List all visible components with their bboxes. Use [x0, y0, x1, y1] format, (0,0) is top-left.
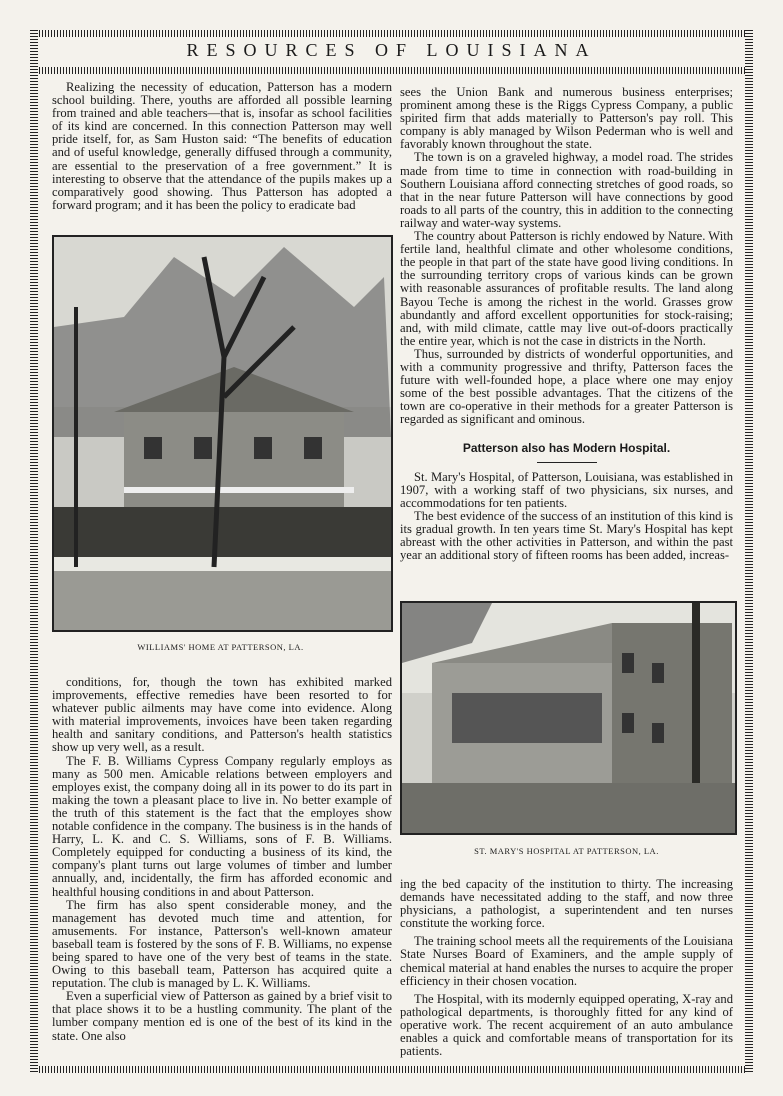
paragraph: Even a superficial view of Patterson as gained by a brief visit to that place shows it to be a hustling community. The plant of the lumber company mention ed is one of the best of its kind in the state. One also: [52, 989, 392, 1043]
paragraph: sees the Union Bank and numerous business enterprises; prominent among these is the Riggs Cypress Company, a public spirited firm that adds materially to Patterson's pay roll. This company is ably managed by Wilson Pederman who is well and favorably known throughout the state.: [400, 85, 733, 152]
photo-caption: ST. MARY'S HOSPITAL AT PATTERSON, LA.: [474, 846, 659, 856]
paragraph: The training school meets all the requirements of the Louisiana State Nurses Board of Examiners, and the ample supply of chemical material at hand enables the nurses to acquire the proper efficiency in their chosen vocation.: [400, 934, 733, 988]
paragraph: Thus, surrounded by districts of wonderful opportunities, and with a community progressive and thrifty, Patterson faces the future with well-founded hope, a place where one may enjoy some of the best possible advantages. That the citizens of the town are co-operative in their methods for a greater Patterson is regarded as significant and ominous.: [400, 346, 733, 427]
page-title: RESOURCES OF LOUISIANA: [186, 40, 597, 60]
paragraph: The F. B. Williams Cypress Company regularly employs as many as 500 men. Amicable relations between employers and employes exist, the company doing all in its power to do its part in making the town a pleasant place to live in. No better example of the truth of this statement is the fact that the employes show notable confidence in the company. The business is in the hands of Harry, L. K. and C. S. Williams, sons of F. B. Williams. Completely equipped for conducting a business of its kind, the company's plant turns out large volumes of timber and lumber annually, and, incidentally, the firm has afforded economic and healthful housing conditions in and about Patterson.: [52, 753, 392, 899]
paragraph: ing the bed capacity of the institution to thirty. The increasing demands have necessitated adding to the staff, and now three physicians, a pathologist, a superintendent and ten nurses constitute the working force.: [400, 877, 733, 931]
hospital-photo: [400, 601, 737, 835]
paragraph: The best evidence of the success of an institution of this kind is its gradual growth. In ten years time St. Mary's Hospital has kept abreast with the other activities in Patterson, and within the past year an additional story of fifteen rooms has been added, increas-: [400, 508, 733, 563]
heading-rule: [537, 462, 597, 463]
paragraph: The firm has also spent considerable money, and the management has devoted much time and attention, for amusements. For instance, Patterson's well-known amateur baseball team is fostered by the sons of F. B. Williams, no expense being spared to have one of the very best of teams in the state. Owing to this baseball team, Patterson has acquired quite a reputation. The club is managed by L. K. Williams.: [52, 897, 392, 991]
left-border: [30, 30, 38, 1074]
photo-caption: WILLIAMS' HOME AT PATTERSON, LA.: [137, 642, 304, 652]
paragraph: St. Mary's Hospital, of Patterson, Louisiana, was established in 1907, with a working staff of two physicians, six nurses, and accommodations for ten patients.: [400, 469, 733, 510]
top-border: [30, 30, 753, 37]
right-column-bottom: [400, 878, 733, 1058]
section-heading: Patterson also has Modern Hospital.: [462, 441, 671, 456]
right-border: [745, 30, 753, 1074]
bottom-border: [30, 1066, 753, 1073]
header-rule: [30, 67, 753, 74]
paragraph: The Hospital, with its modernly equipped operating, X-ray and pathological departments, is thoroughly fitted for any kind of operative work. The recent acquirement of an auto ambulance enables a quick and comfortable means of transportation for its patients.: [400, 991, 733, 1059]
paragraph: The country about Patterson is richly endowed by Nature. With fertile land, healthful climate and other wholesome conditions, the people in that part of the state have good living conditions. In the surrounding territory crops of various kinds can be grown with reasonable assurances of profitable results. The land along Bayou Teche is among the richest in the world. Grasses grow abundantly and afford excellent opportunities for stock-raising; and, with mild climate, cattle may live out-of-doors practically the entire year, which is not the case in districts in the North.: [400, 229, 733, 348]
paragraph: Realizing the necessity of education, Patterson has a modern school building. There, youths are afforded all possible learning from trained and able teachers—that is, insofar as school facilities of its kind are concerned. In this connection Patterson may well pride itself, for, as Sam Huston said: “The benefits of education and of useful knowledge, generally diffused through a community, are essential to the preservation of a free government.” It is interesting to observe that the attendance of the pupils makes up a comparatively good showing. Thus Patterson has adopted a forward program; and it has been the policy to eradicate bad: [52, 80, 392, 212]
williams-home-photo: [52, 235, 393, 632]
right-column-top: [400, 86, 733, 562]
left-column-bottom: [52, 676, 392, 1043]
paragraph: The town is on a graveled highway, a model road. The strides made from time to time in connection with road-building in Southern Louisiana afford connecting stretches of good roads, so that in the near future Patterson will have connections by good roads to all parts of the country, this in addition to the connecting railway and water-way systems.: [400, 150, 733, 230]
left-column-top: [52, 81, 392, 212]
paragraph: conditions, for, though the town has exhibited marked improvements, effective remedies have been resorted to for whatever public ailments may have come into evidence. Along with material improvements, invoices have been taken regarding health and sanitary conditions, and Patterson's health statistics show up very well, as a result.: [52, 675, 392, 755]
